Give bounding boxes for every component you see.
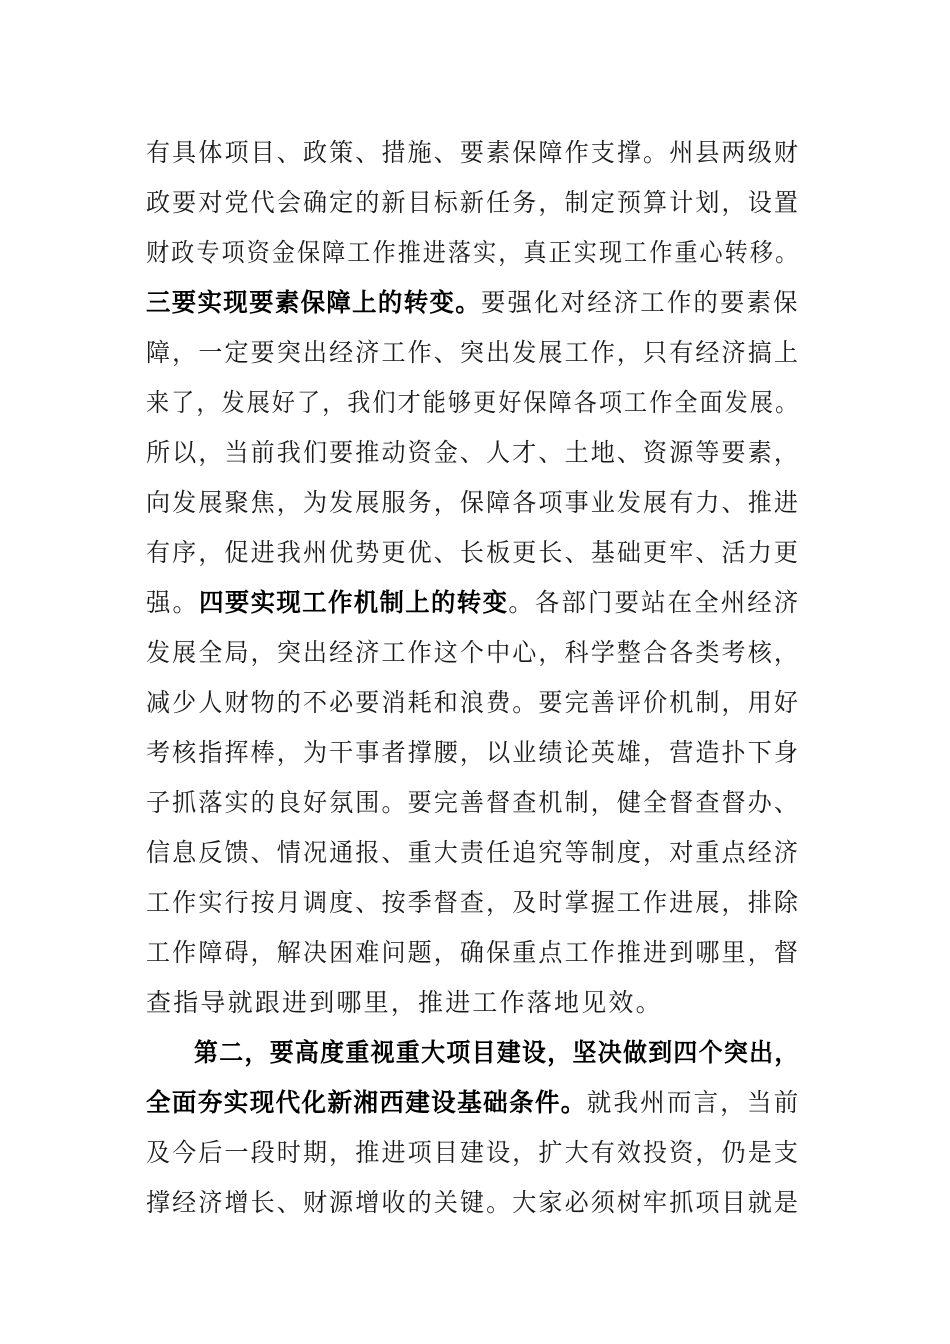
text-segment: 所以，当前我们要推动资金、人才、土地、资源等要素， bbox=[146, 438, 801, 467]
section-heading: 全面夯实现代化新湘西建设基础条件。 bbox=[146, 1088, 587, 1117]
text-line bbox=[146, 383, 800, 423]
text-segment: 信息反馈、情况通报、重大责任追究等制度，对重点经济 bbox=[146, 838, 801, 867]
text-line bbox=[146, 683, 800, 723]
text-line bbox=[146, 1183, 800, 1223]
text-segment: 要强化对经济工作的要素保 bbox=[481, 288, 800, 317]
text-segment: 发展全局，突出经济工作这个中心，科学整合各类考核， bbox=[146, 638, 801, 667]
text-segment: 工作障碍，解决困难问题，确保重点工作推进到哪里，督 bbox=[146, 938, 801, 967]
text-segment: 有序，促进我州优势更优、长板更长、基础更牢、活力更 bbox=[146, 538, 801, 567]
text-line bbox=[146, 433, 800, 473]
text-segment: 财政专项资金保障工作推进落实，真正实现工作重心转移。 bbox=[146, 238, 801, 267]
section-heading: 四要实现工作机制上的转变 bbox=[199, 588, 509, 617]
text-line bbox=[146, 983, 663, 1023]
text-line bbox=[146, 533, 800, 573]
text-segment: 查指导就跟进到哪里，推进工作落地见效。 bbox=[146, 988, 663, 1017]
text-segment: 工作实行按月调度、按季督查，及时掌握工作进展，排除 bbox=[146, 888, 801, 917]
text-line bbox=[146, 583, 800, 623]
text-segment: 有具体项目、政策、措施、要素保障作支撑。州县两级财 bbox=[146, 138, 801, 167]
section-heading: 第二，要高度重视重大项目建设，坚决做到四个突出， bbox=[194, 1038, 800, 1067]
text-line bbox=[146, 133, 800, 173]
text-segment: 向发展聚焦，为发展服务，保障各项事业发展有力、推进 bbox=[146, 488, 801, 517]
text-line bbox=[146, 1133, 800, 1173]
text-segment: 就我州而言，当前 bbox=[586, 1088, 801, 1117]
text-segment: 障，一定要突出经济工作、突出发展工作，只有经济搞上 bbox=[146, 338, 801, 367]
text-segment: 撑经济增长、财源增收的关键。大家必须树牢抓项目就是 bbox=[146, 1188, 801, 1217]
text-line bbox=[146, 883, 800, 923]
text-segment: 减少人财物的不必要消耗和浪费。要完善评价机制，用好 bbox=[146, 688, 801, 717]
text-line bbox=[194, 1033, 800, 1073]
text-line bbox=[146, 283, 800, 323]
text-segment: 考核指挥棒，为干事者撑腰，以业绩论英雄，营造扑下身 bbox=[146, 738, 801, 767]
text-line bbox=[146, 933, 800, 973]
text-segment: 及今后一段时期，推进项目建设，扩大有效投资，仍是支 bbox=[146, 1138, 801, 1167]
text-segment: 强。 bbox=[146, 588, 200, 617]
text-line bbox=[146, 333, 800, 373]
text-line bbox=[146, 1083, 800, 1123]
text-line bbox=[146, 633, 800, 673]
text-line bbox=[146, 733, 800, 773]
text-line bbox=[146, 783, 800, 823]
text-segment: 。各部门要站在全州经济 bbox=[508, 588, 801, 617]
text-segment: 来了，发展好了，我们才能够更好保障各项工作全面发展。 bbox=[146, 388, 801, 417]
text-line bbox=[146, 233, 800, 273]
text-line bbox=[146, 483, 800, 523]
section-heading: 三要实现要素保障上的转变。 bbox=[146, 288, 482, 317]
text-segment: 子抓落实的良好氛围。要完善督查机制，健全督查督办、 bbox=[146, 788, 801, 817]
text-line bbox=[146, 183, 800, 223]
text-segment: 政要对党代会确定的新目标新任务，制定预算计划，设置 bbox=[146, 188, 801, 217]
text-line bbox=[146, 833, 800, 873]
